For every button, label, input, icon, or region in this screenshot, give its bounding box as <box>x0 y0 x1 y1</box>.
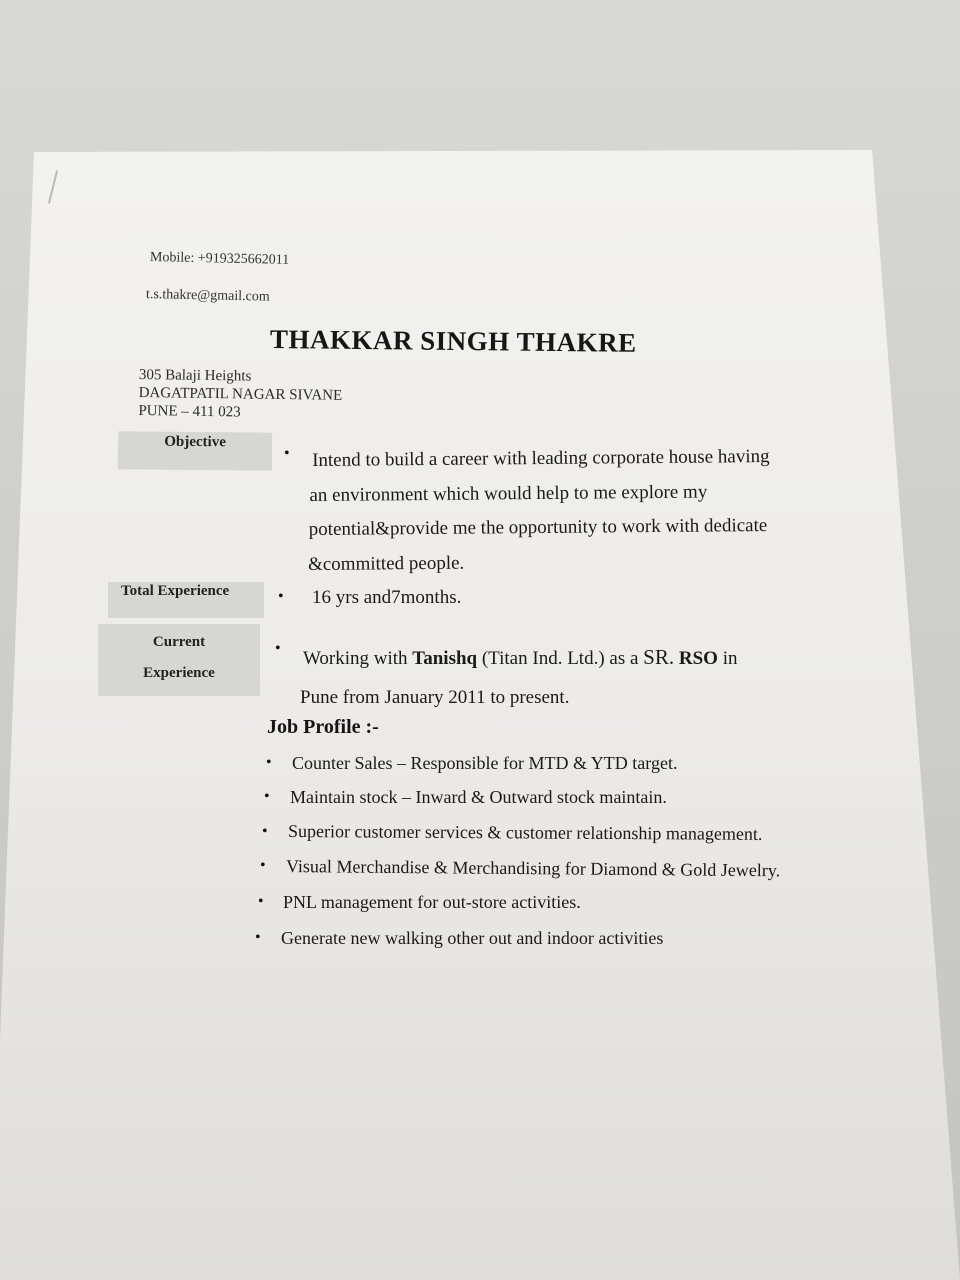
company-name: Tanishq <box>412 648 478 669</box>
objective-bullet: • <box>284 445 290 462</box>
job-profile-bullet: • <box>266 754 272 771</box>
text-run: Working with <box>303 648 413 669</box>
text-run: in <box>717 648 738 669</box>
address-line: 305 Balaji Heights <box>138 366 252 385</box>
current-experience-line <box>303 638 737 678</box>
current-experience-label-line: Experience <box>143 665 215 681</box>
total-experience-value: 16 yrs and7months. <box>312 587 462 608</box>
objective-line: &committed people. <box>307 552 465 575</box>
candidate-name: THAKKAR SINGH THAKRE <box>269 324 637 358</box>
total-experience-bullet: • <box>278 588 284 605</box>
mobile-number: Mobile: +919325662011 <box>149 250 290 268</box>
job-profile-item: Generate new walking other out and indoor activities <box>281 928 664 948</box>
current-experience-label-line: Current <box>152 634 206 650</box>
job-profile-item: PNL management for out-store activities. <box>283 892 581 912</box>
job-profile-bullet: • <box>260 857 266 874</box>
job-profile-item: Superior customer services & customer relationship management. <box>287 821 763 844</box>
email-address: t.s.thakre@gmail.com <box>145 287 270 305</box>
objective-label <box>118 431 272 470</box>
total-experience-label <box>108 582 264 618</box>
total-experience-label-text: Total Experience <box>121 583 230 599</box>
job-profile-bullet: • <box>262 823 268 840</box>
address-block <box>138 366 342 423</box>
current-experience-text <box>300 638 738 717</box>
job-profile-bullet: • <box>258 893 264 910</box>
job-profile-heading: Job Profile :- <box>267 716 379 738</box>
address-line: DAGATPATIL NAGAR SIVANE <box>138 384 343 404</box>
job-profile-bullet: • <box>255 929 261 946</box>
current-experience-line: Pune from January 2011 to present. <box>300 687 570 708</box>
address-line: PUNE – 411 023 <box>138 402 241 421</box>
objective-line: an environment which would help to me explore my <box>309 481 708 506</box>
job-profile-item: Visual Merchandise & Merchandising for Diamond & Gold Jewelry. <box>285 856 781 881</box>
position-title: RSO <box>674 648 718 669</box>
objective-line: potential&provide me the opportunity to work with dedicate <box>308 515 768 541</box>
text-run: (Titan Ind. Ltd.) as a <box>477 648 644 669</box>
job-profile-item: Maintain stock – Inward & Outward stock maintain. <box>290 787 667 807</box>
objective-text <box>307 440 771 582</box>
objective-line: Intend to build a career with leading corporate house having <box>312 446 770 471</box>
current-experience-bullet: • <box>275 640 281 657</box>
job-profile-item: Counter Sales – Responsible for MTD & YTD target. <box>292 753 678 773</box>
objective-label-text: Objective <box>164 433 226 451</box>
job-profile-bullet: • <box>264 788 270 805</box>
position-prefix: SR. <box>643 645 675 669</box>
current-experience-label <box>98 624 260 696</box>
